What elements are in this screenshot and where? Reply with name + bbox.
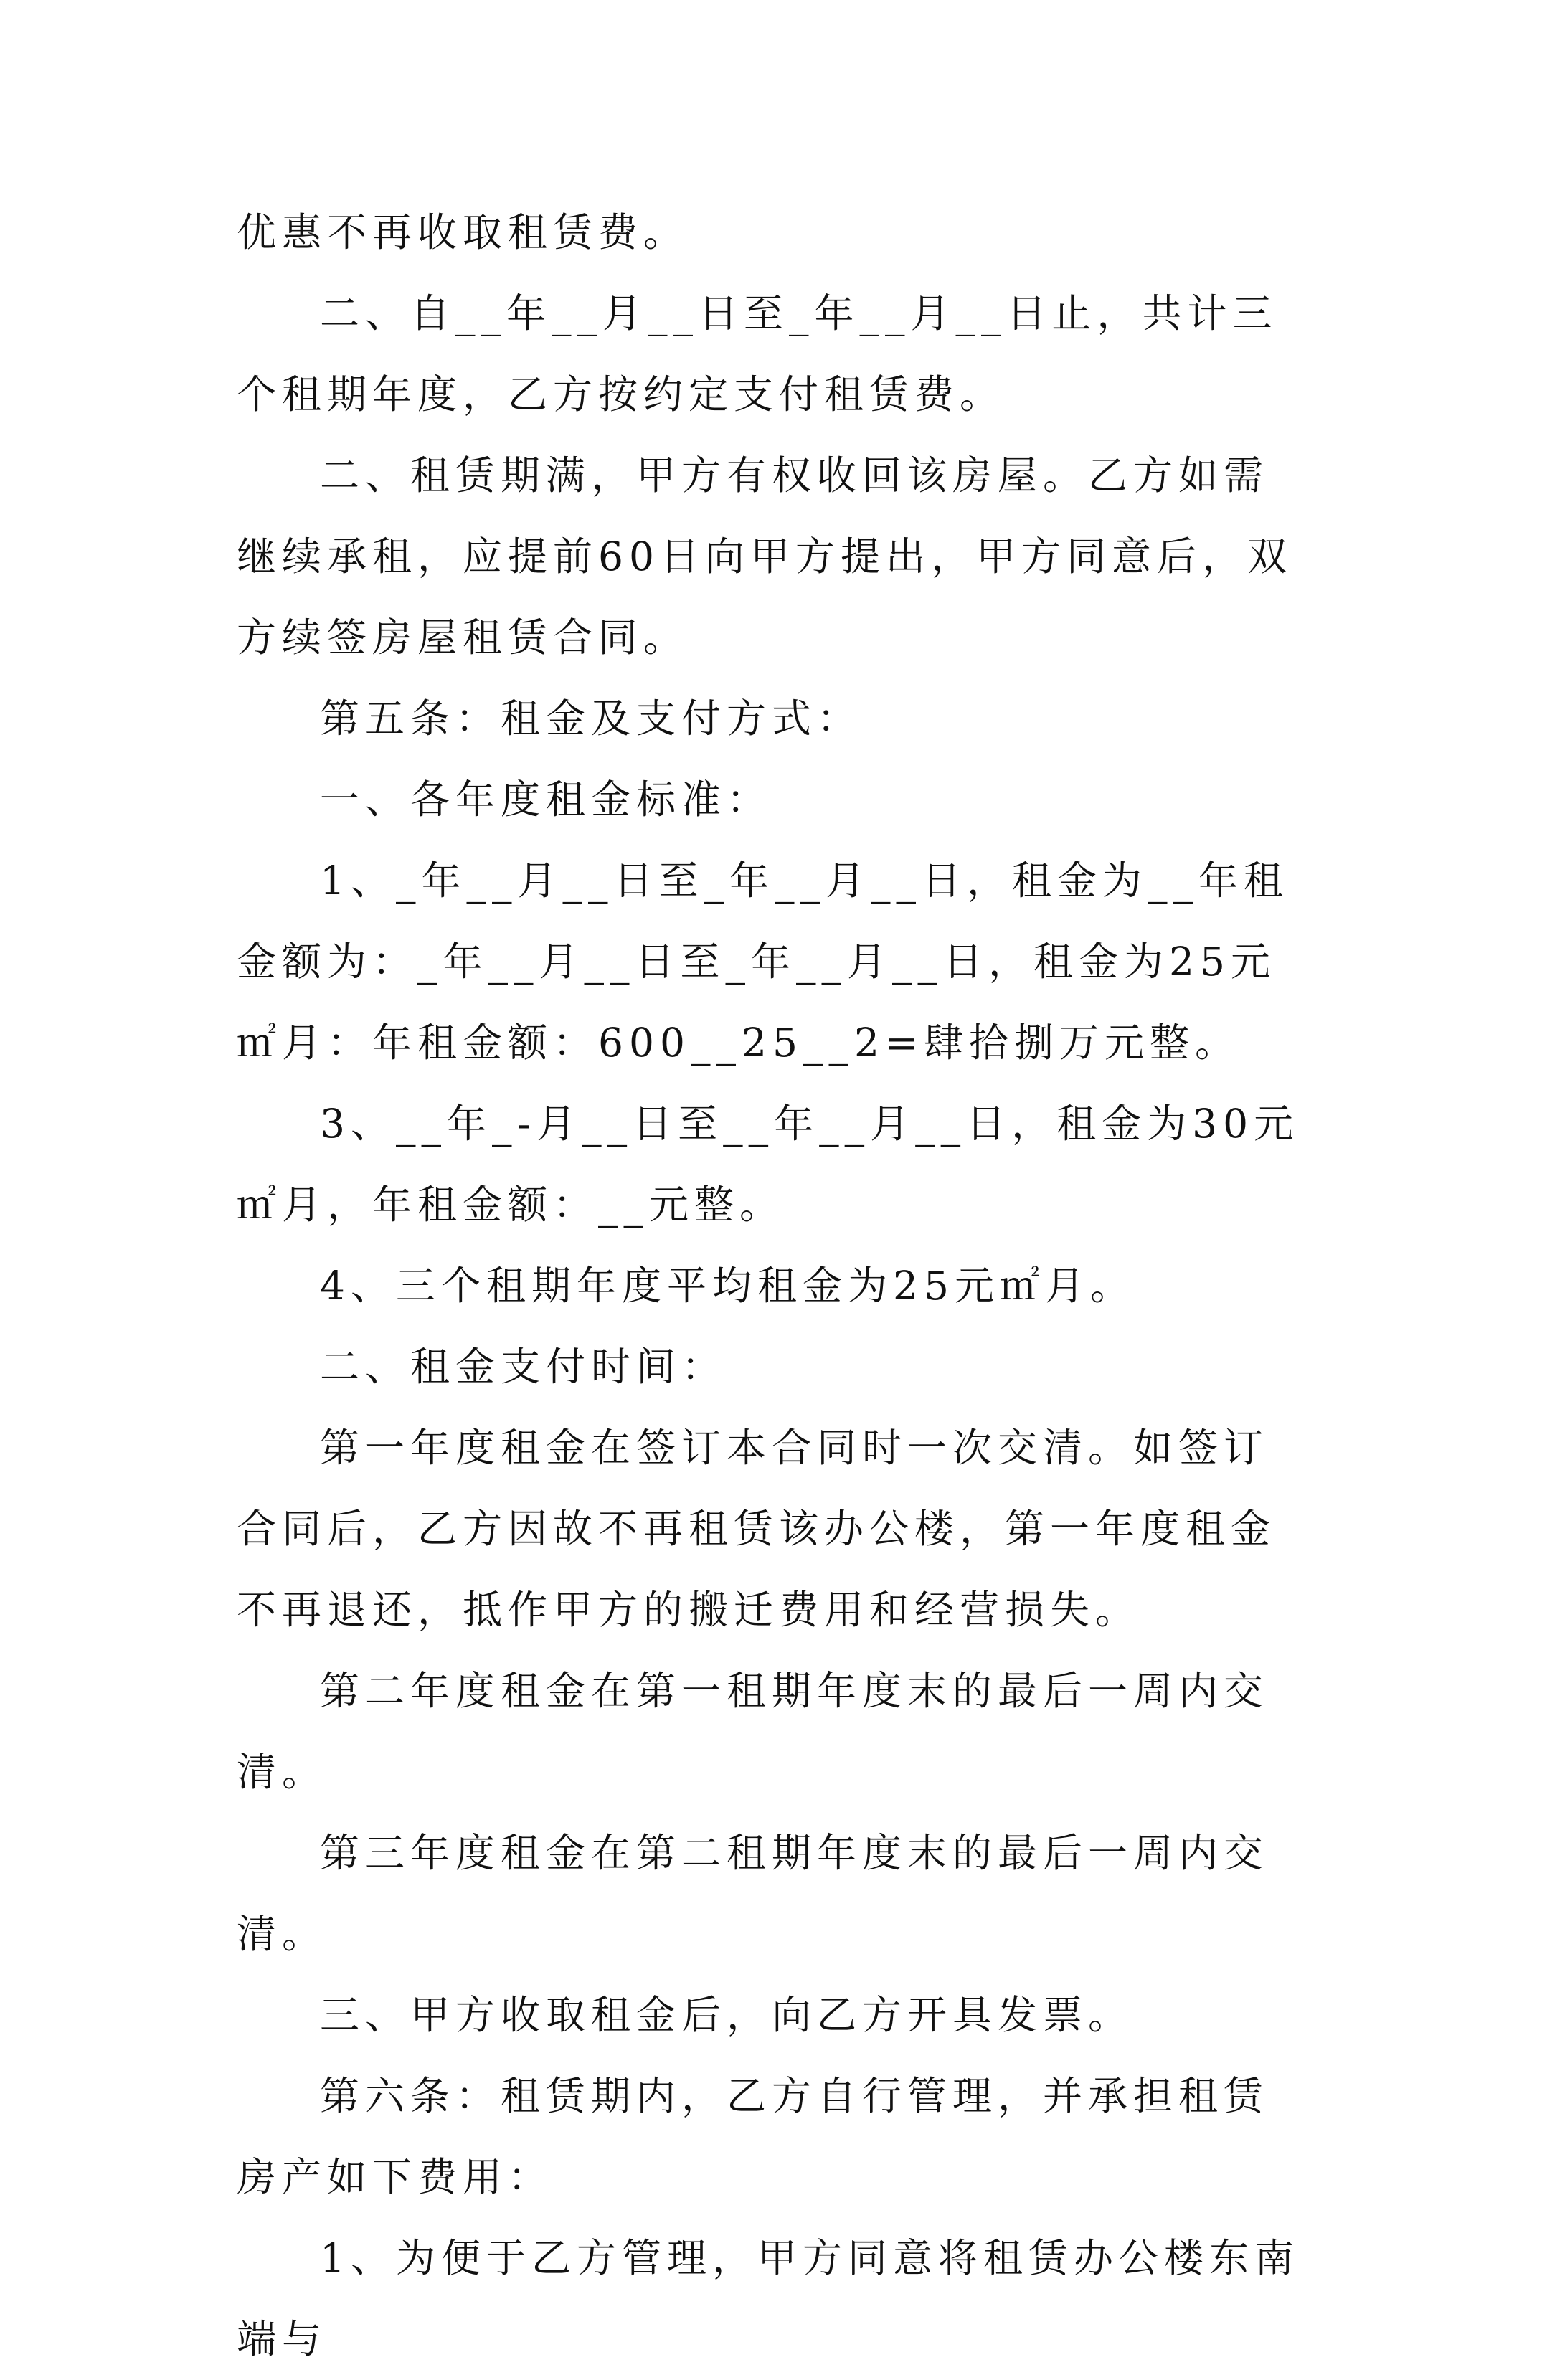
- paragraph-12: 第三年度租金在第二租期年度末的最后一周内交清。: [237, 1830, 1269, 1957]
- paragraph-11: 第二年度租金在第一租期年度末的最后一周内交清。: [237, 1668, 1269, 1795]
- paragraph-5: 一、各年度租金标准：: [320, 777, 772, 822]
- paragraph-10: 第一年度租金在签订本合同时一次交清。如签订合同后，乙方因故不再租赁该办公楼，第一年度租金不再退还，抵作甲方的搬迁费用和经营损失。: [237, 1425, 1277, 1633]
- paragraph-1: 优惠不再收取租赁费。: [237, 209, 689, 255]
- document-body: [237, 192, 1312, 2380]
- paragraph-2: 二、自__年__月__日至_年__月__日止，共计三个租期年度，乙方按约定支付租赁费。: [237, 290, 1278, 417]
- paragraph-13: 三、甲方收取租金后，向乙方开具发票。: [320, 1992, 1134, 2038]
- paragraph-7: 3、__年_-月__日至__年__月__日，租金为30元㎡月，年租金额：__元整。: [237, 1101, 1300, 1228]
- paragraph-3: 二、租赁期满，甲方有权收回该房屋。乙方如需继续承租，应提前60日向甲方提出，甲方同意后，双方续签房屋租赁合同。: [237, 452, 1292, 660]
- paragraph-14: 第六条：租赁期内，乙方自行管理，并承担租赁房产如下费用：: [237, 2073, 1269, 2200]
- paragraph-15: 1、为便于乙方管理，甲方同意将租赁办公楼东南端与: [237, 2235, 1300, 2362]
- paragraph-9: 二、租金支付时间：: [320, 1344, 727, 1390]
- paragraph-4: 第五条：租金及支付方式：: [320, 696, 863, 741]
- paragraph-6: 1、_年__月__日至_年__月__日，租金为__年租金额为：_年__月__日至_年__月__日，租金为25元㎡月：年租金额：600__25__2=肆拾捌万元整。: [237, 858, 1289, 1066]
- paragraph-8: 4、三个租期年度平均租金为25元㎡月。: [320, 1263, 1135, 1309]
